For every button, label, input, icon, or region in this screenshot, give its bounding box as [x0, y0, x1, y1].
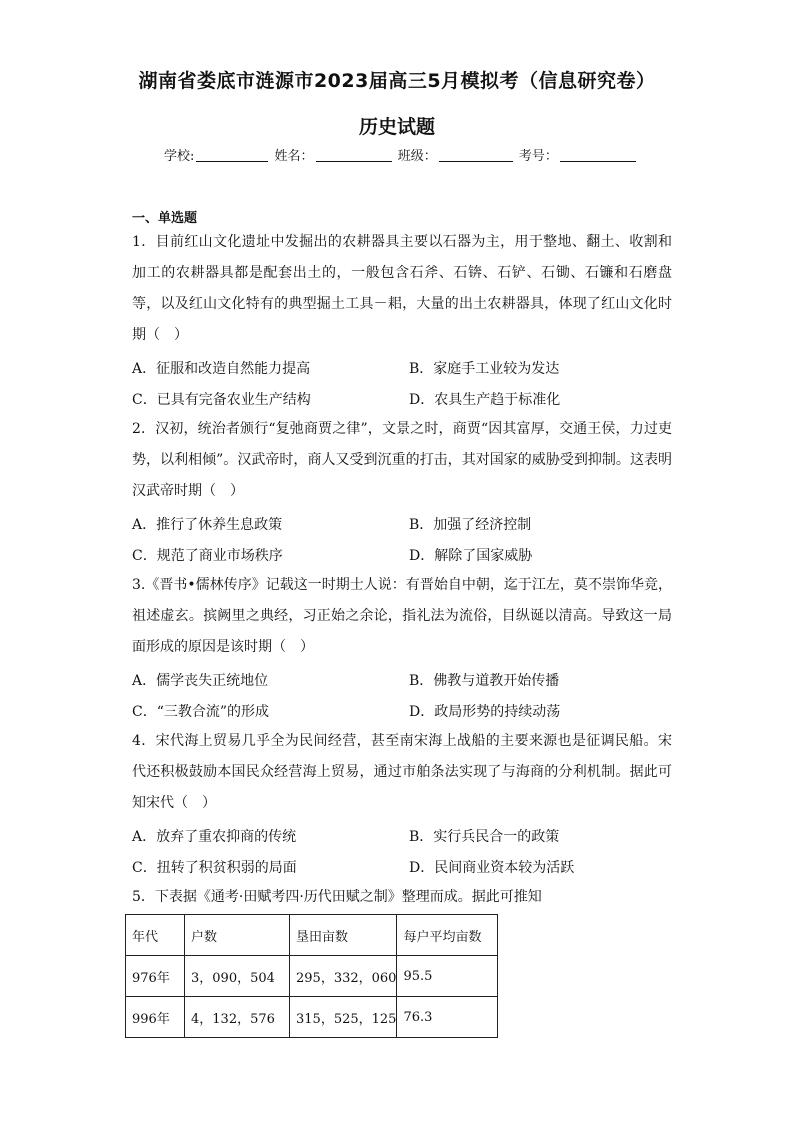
- question-1-option-b: B．家庭手工业较为发达: [409, 361, 560, 377]
- question-3-option-a: A．儒学丧失正统地位: [132, 673, 269, 689]
- question-3-option-b: B．佛教与道教开始传播: [409, 673, 560, 689]
- question-4-option-c: C．扭转了积贫积弱的局面: [132, 860, 297, 876]
- school-label: 学校:: [164, 149, 195, 164]
- question-4-option-d: D．民间商业资本较为活跃: [409, 860, 575, 876]
- exam-no-label: 考号：: [518, 149, 558, 164]
- name-label: 姓名：: [274, 149, 314, 164]
- question-4-option-b: B．实行兵民合一的政策: [409, 829, 560, 845]
- question-2-option-a: A．推行了休养生息政策: [132, 517, 283, 533]
- class-blank: [439, 147, 513, 162]
- table-cell: 976年: [126, 956, 185, 997]
- question-3-option-d: D．政局形势的持续动荡: [409, 704, 561, 720]
- question-1-option-c: C．已具有完备农业生产结构: [132, 392, 311, 408]
- table-header-cell: 年代: [126, 915, 185, 956]
- question-2-option-b: B．加强了经济控制: [409, 517, 532, 533]
- table-cell: 996年: [126, 997, 185, 1038]
- table-header-cell: 每户平均亩数: [397, 915, 498, 956]
- table-cell: 295，332，060: [290, 956, 397, 997]
- table-header-row: [126, 915, 498, 956]
- table-header-cell: 户数: [185, 915, 290, 956]
- question-2-stem: 2．汉初，统治者颁行“复弛商贾之律”，文景之时，商贾“因其富厚，交通王侯，力过吏势，以利相倾”。汉武帝时，商人又受到沉重的打击，其对国家的威胁受到抑制。这表明汉武帝时期（ ）: [132, 421, 672, 499]
- table-cell: 95.5: [397, 956, 498, 997]
- table-header-cell: 垦田亩数: [290, 915, 397, 956]
- question-3-stem: 3.《晋书•儒林传序》记载这一时期士人说：有晋始自中朝，迄于江左，莫不崇饰华竞，祖述虚玄。摈阙里之典经，习正始之余论，指礼法为流俗，目纵诞以清高。导致这一局面形成的原因是该时期（ ）: [132, 577, 672, 655]
- table-row: [126, 997, 498, 1038]
- class-label: 班级：: [397, 149, 437, 164]
- question-2-option-d: D．解除了国家威胁: [409, 548, 533, 564]
- question-1-option-d: D．农具生产趋于标准化: [409, 392, 561, 408]
- question-4-stem: 4．宋代海上贸易几乎全为民间经营，甚至南宋海上战船的主要来源也是征调民船。宋代还积极鼓励本国民众经营海上贸易，通过市舶条法实现了与海商的分利机制。据此可知宋代（ ）: [132, 733, 672, 811]
- school-blank: [196, 147, 268, 162]
- section-title: 一、单选题: [132, 211, 198, 226]
- question-1-stem: 1．目前红山文化遗址中发掘出的农耕器具主要以石器为主，用于整地、翻土、收割和加工的农耕器具都是配套出土的，一般包含石斧、石锛、石铲、石锄、石镰和石磨盘等，以及红山文化特有的典型掘土工具－耜，大量的出土农耕器具，体现了红山文化时期（ ）: [132, 234, 672, 343]
- data-table: [125, 914, 498, 1038]
- question-5-stem: 5．下表据《通考·田赋考四·历代田赋之制》整理而成。据此可推知: [132, 889, 542, 905]
- exam-no-blank: [560, 147, 636, 162]
- question-4-option-a: A．放弃了重农抑商的传统: [132, 829, 297, 845]
- student-info-line: [164, 145, 638, 164]
- exam-title: 湖南省娄底市涟源市2023届高三5月模拟考（信息研究卷）: [138, 70, 656, 92]
- table-row: [126, 956, 498, 997]
- question-3-option-c: C．“三教合流”的形成: [132, 704, 270, 720]
- table-cell: 4，132，576: [185, 997, 290, 1038]
- table-cell: 76.3: [397, 997, 498, 1038]
- name-blank: [316, 147, 392, 162]
- table-cell: 315，525，125: [290, 997, 397, 1038]
- question-2-option-c: C．规范了商业市场秩序: [132, 548, 283, 564]
- question-1-option-a: A．征服和改造自然能力提高: [132, 361, 311, 377]
- table-cell: 3，090，504: [185, 956, 290, 997]
- exam-subtitle: 历史试题: [358, 116, 435, 138]
